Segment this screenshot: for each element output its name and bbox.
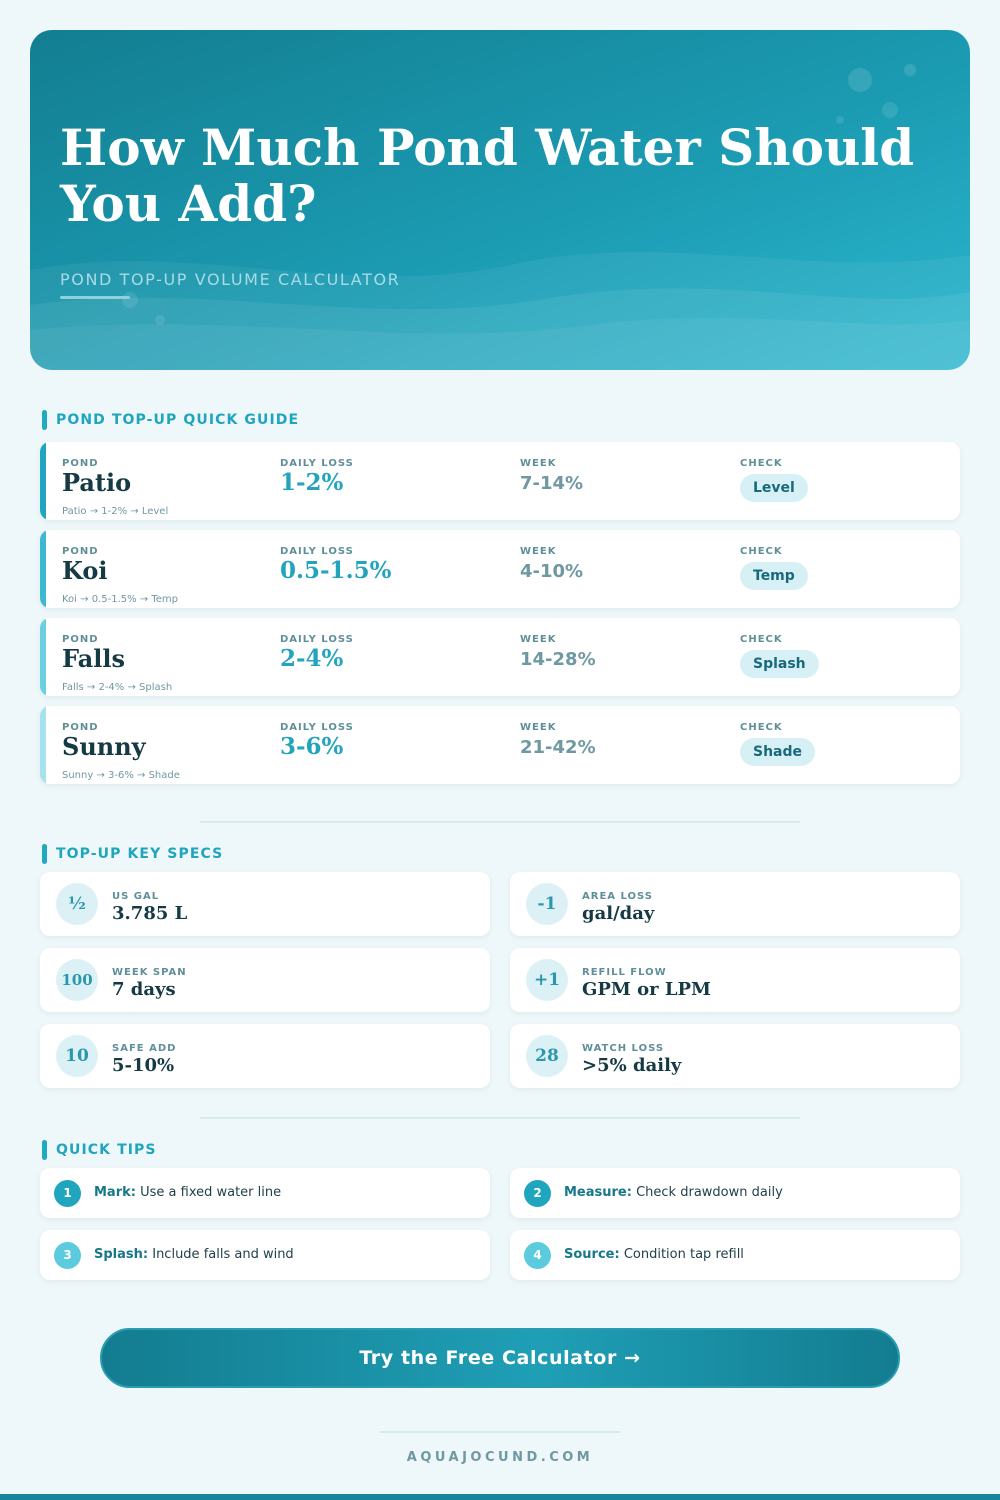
spec-card-us-gal: [40, 872, 490, 936]
guide-row-falls: [40, 618, 960, 696]
spec-card-refill-flow: [510, 948, 960, 1012]
heading-accent-bar: [42, 410, 47, 430]
loss-label: DAILY LOSS: [280, 546, 354, 557]
spec-label: SAFE ADD: [112, 1043, 177, 1054]
footer-domain[interactable]: AQUAJOCUND.COM: [406, 1450, 594, 1465]
pond-name: Falls: [62, 644, 126, 673]
spec-value: gal/day: [582, 903, 655, 924]
row-accent: [40, 530, 46, 608]
tip-key: Mark:: [94, 1185, 136, 1200]
week-label: WEEK: [520, 546, 557, 557]
guide-heading-text: POND TOP-UP QUICK GUIDE: [56, 412, 300, 428]
tip-body: Condition tap refill: [623, 1247, 744, 1262]
section-divider: [200, 1117, 800, 1119]
tip-card-splash: [40, 1230, 490, 1280]
page-title: How Much Pond Water Should You Add?: [60, 118, 915, 233]
tip-body: Use a fixed water line: [140, 1185, 282, 1200]
spec-badge: ½: [56, 883, 98, 925]
spec-card-watch-loss: [510, 1024, 960, 1088]
subtitle-underline: [60, 296, 130, 299]
guide-heading: [42, 410, 299, 430]
guide-row-sunny: [40, 706, 960, 784]
daily-loss-value: 1-2%: [280, 469, 344, 496]
spec-badge: -1: [526, 883, 568, 925]
pond-name: Koi: [62, 556, 108, 585]
row-accent: [40, 706, 46, 784]
row-summary: Patio → 1-2% → Level: [62, 506, 169, 517]
check-badge: Temp: [740, 562, 808, 590]
pond-label: POND: [62, 634, 99, 645]
spec-badge: 28: [526, 1035, 568, 1077]
footer-divider: [380, 1431, 620, 1433]
tip-key: Measure:: [564, 1185, 632, 1200]
spec-badge: 100: [56, 959, 98, 1001]
week-label: WEEK: [520, 634, 557, 645]
hero-banner: [30, 30, 970, 370]
tip-number: 3: [54, 1242, 81, 1269]
week-value: 4-10%: [520, 561, 584, 582]
check-badge: Splash: [740, 650, 819, 678]
row-accent: [40, 442, 46, 520]
spec-label: US GAL: [112, 891, 160, 902]
section-divider: [200, 821, 800, 823]
pond-label: POND: [62, 546, 99, 557]
check-badge: Shade: [740, 738, 815, 766]
tip-text: [94, 1185, 281, 1200]
spec-badge: +1: [526, 959, 568, 1001]
spec-value: 5-10%: [112, 1055, 175, 1076]
pond-name: Sunny: [62, 732, 146, 761]
tips-heading-text: QUICK TIPS: [56, 1142, 157, 1158]
loss-label: DAILY LOSS: [280, 634, 354, 645]
week-label: WEEK: [520, 458, 557, 469]
specs-heading: [42, 844, 223, 864]
bottom-accent-bar: [0, 1494, 1000, 1500]
pond-label: POND: [62, 458, 99, 469]
spec-label: WATCH LOSS: [582, 1043, 665, 1054]
heading-accent-bar: [42, 844, 47, 864]
row-summary: Falls → 2-4% → Splash: [62, 682, 173, 693]
tip-card-source: [510, 1230, 960, 1280]
row-accent: [40, 618, 46, 696]
tip-card-measure: [510, 1168, 960, 1218]
pond-name: Patio: [62, 468, 132, 497]
tips-heading: [42, 1140, 157, 1160]
check-label: CHECK: [740, 634, 783, 645]
tip-body: Check drawdown daily: [636, 1185, 783, 1200]
week-value: 21-42%: [520, 737, 596, 758]
spec-value: 7 days: [112, 979, 176, 1000]
tip-text: [564, 1247, 744, 1262]
tip-number: 2: [524, 1180, 551, 1207]
check-badge: Level: [740, 474, 808, 502]
guide-row-patio: [40, 442, 960, 520]
spec-card-area-loss: [510, 872, 960, 936]
row-summary: Sunny → 3-6% → Shade: [62, 770, 180, 781]
spec-value: 3.785 L: [112, 903, 188, 924]
guide-row-koi: [40, 530, 960, 608]
check-label: CHECK: [740, 722, 783, 733]
spec-badge: 10: [56, 1035, 98, 1077]
week-label: WEEK: [520, 722, 557, 733]
specs-heading-text: TOP-UP KEY SPECS: [56, 846, 224, 862]
check-label: CHECK: [740, 458, 783, 469]
pond-label: POND: [62, 722, 99, 733]
spec-value: GPM or LPM: [582, 979, 711, 1000]
heading-accent-bar: [42, 1140, 47, 1160]
try-calculator-button[interactable]: Try the Free Calculator →: [100, 1328, 900, 1388]
spec-card-safe-add: [40, 1024, 490, 1088]
tip-card-mark: [40, 1168, 490, 1218]
spec-label: REFILL FLOW: [582, 967, 667, 978]
loss-label: DAILY LOSS: [280, 458, 354, 469]
spec-value: >5% daily: [582, 1055, 682, 1076]
week-value: 14-28%: [520, 649, 596, 670]
spec-label: WEEK SPAN: [112, 967, 187, 978]
tip-number: 4: [524, 1242, 551, 1269]
loss-label: DAILY LOSS: [280, 722, 354, 733]
tip-key: Splash:: [94, 1247, 149, 1262]
daily-loss-value: 3-6%: [280, 733, 344, 760]
row-summary: Koi → 0.5-1.5% → Temp: [62, 594, 178, 605]
spec-label: AREA LOSS: [582, 891, 653, 902]
tip-body: Include falls and wind: [152, 1247, 294, 1262]
tip-text: [564, 1185, 783, 1200]
spec-card-week-span: [40, 948, 490, 1012]
page-subtitle: POND TOP-UP VOLUME CALCULATOR: [60, 270, 401, 289]
check-label: CHECK: [740, 546, 783, 557]
tip-number: 1: [54, 1180, 81, 1207]
tip-key: Source:: [564, 1247, 620, 1262]
daily-loss-value: 0.5-1.5%: [280, 557, 392, 584]
daily-loss-value: 2-4%: [280, 645, 344, 672]
week-value: 7-14%: [520, 473, 584, 494]
tip-text: [94, 1247, 294, 1262]
